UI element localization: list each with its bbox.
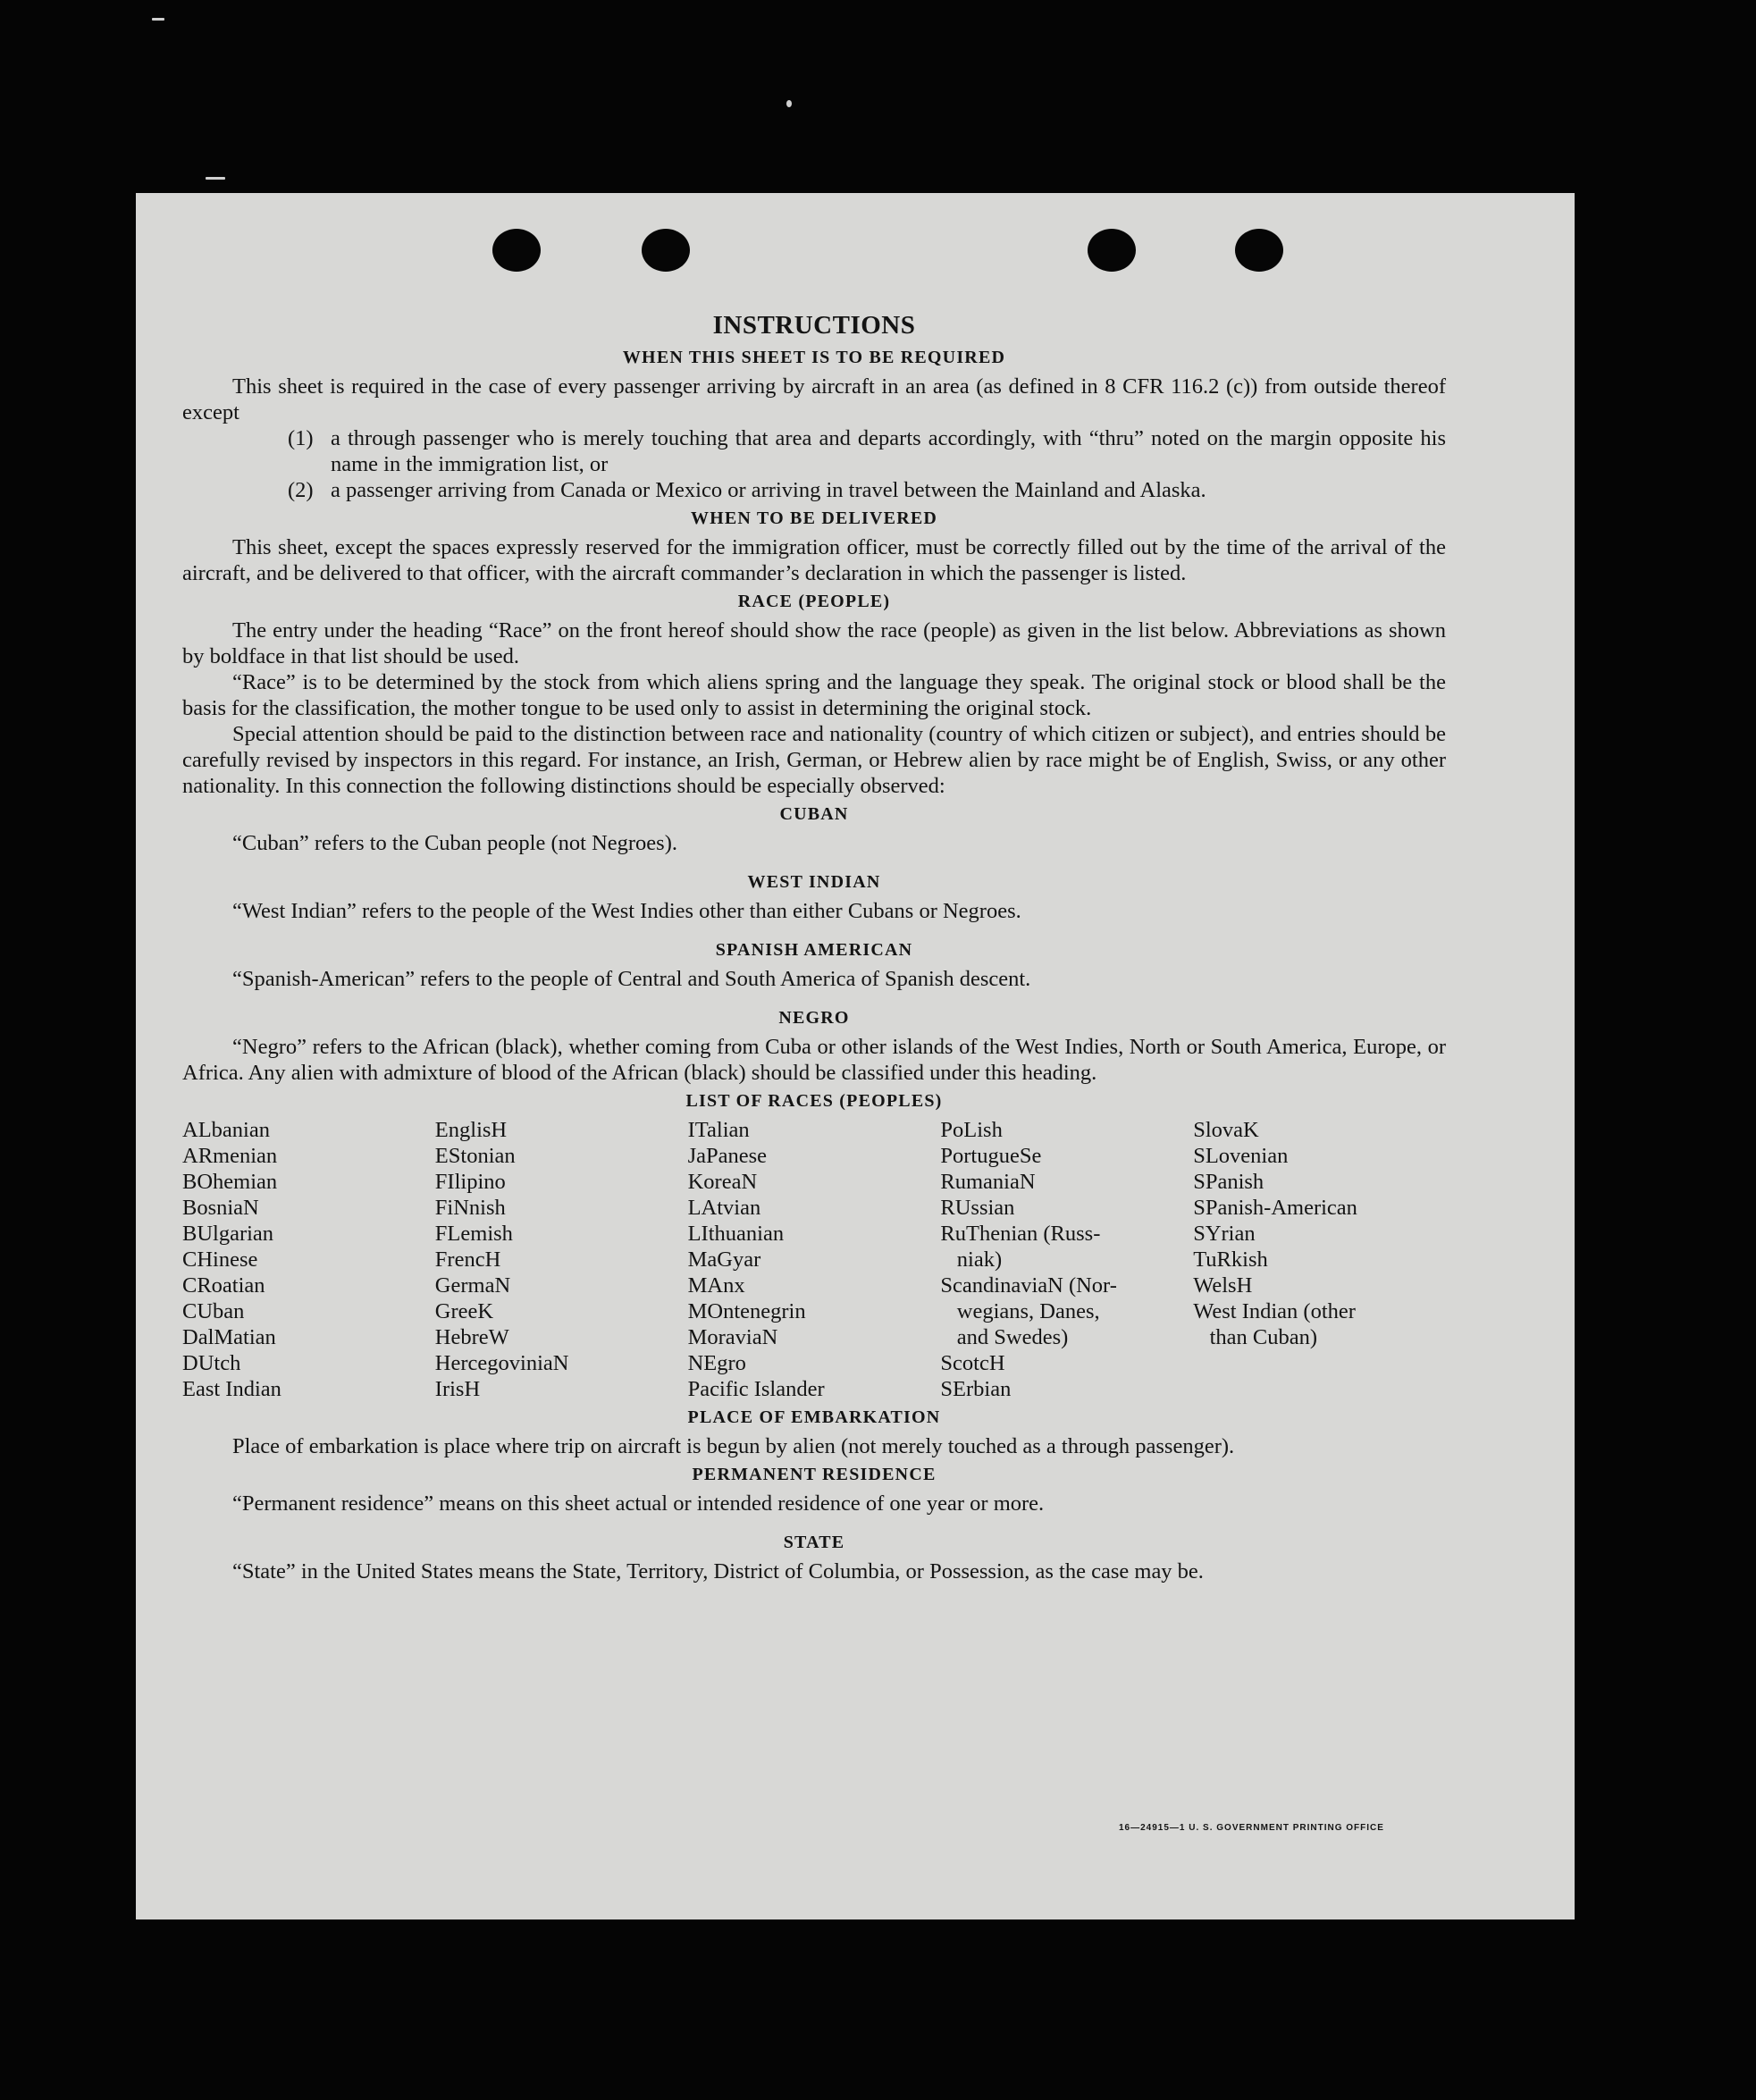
race-entry: MaGyar <box>687 1247 761 1272</box>
race-entry: HebreW <box>434 1325 509 1349</box>
race-entry: DalMatian <box>182 1325 276 1349</box>
race-entry: KoreaN <box>687 1170 758 1194</box>
race-entry: FIlipino <box>434 1170 506 1194</box>
exception-text: a through passenger who is merely touching that area and departs accordingly, with “thru” noted on the margin opposite his name in the immigration list, or <box>331 426 1446 476</box>
race-entry: LIthuanian <box>687 1222 785 1246</box>
instruction-sheet <box>136 193 1575 1919</box>
exception-item <box>288 425 1446 477</box>
section-heading-list-of-races: LIST OF RACES (PEOPLES) <box>685 1091 943 1111</box>
race-entry: ALbanian <box>182 1118 270 1142</box>
race-entry: RUssian <box>940 1196 1015 1220</box>
exception-list <box>182 425 1446 503</box>
race-entry: East Indian <box>182 1377 281 1401</box>
cuban-text: “Cuban” refers to the Cuban people (not Negroes). <box>232 831 677 855</box>
race-entry: NEgro <box>687 1351 746 1375</box>
race-paragraph-3: Special attention should be paid to the distinction between race and nationality (country of which citizen or subject), and entries should be carefully revised by inspectors in this regard. For instance, an Irish, German, or Hebrew alien by race might be of English, Swiss, or any other nationality. In this connection the following distinctions should be especially observed: <box>182 722 1446 798</box>
page-title: INSTRUCTIONS <box>712 311 916 340</box>
race-entry: ITalian <box>687 1118 750 1142</box>
race-entry: EnglisH <box>434 1118 508 1142</box>
punch-hole <box>1235 229 1283 272</box>
race-entry: TuRkish <box>1193 1247 1268 1272</box>
races-list <box>182 1117 1446 1402</box>
race-entry: JaPanese <box>687 1144 768 1168</box>
race-entry: MOntenegrin <box>687 1299 806 1323</box>
section-heading-delivered: WHEN TO BE DELIVERED <box>690 508 938 528</box>
races-column <box>940 1117 1193 1402</box>
residence-text: “Permanent residence” means on this sheet actual or intended residence of one year or more. <box>232 1491 1045 1516</box>
west-indian-text: “West Indian” refers to the people of the West Indies other than either Cubans or Negroes. <box>232 899 1021 923</box>
race-entry: DUtch <box>182 1351 241 1375</box>
section-heading-spanish-american: SPANISH AMERICAN <box>715 940 913 960</box>
race-entry: PoLish <box>940 1118 1003 1142</box>
section-heading-residence: PERMANENT RESIDENCE <box>692 1465 937 1484</box>
exception-item <box>288 477 1446 503</box>
punch-hole <box>492 229 541 272</box>
race-entry: ARmenian <box>182 1144 278 1168</box>
race-entry: WelsH <box>1193 1273 1253 1298</box>
punch-hole <box>1088 229 1136 272</box>
race-entry: and Swedes) <box>940 1325 1069 1349</box>
sheet-content <box>182 311 1446 1584</box>
race-entry: HercegoviniaN <box>434 1351 569 1375</box>
race-entry: BUlgarian <box>182 1222 274 1246</box>
race-entry: FiNnish <box>434 1196 506 1220</box>
exception-text: a passenger arriving from Canada or Mexico or arriving in travel between the Mainland and Alaska. <box>331 478 1206 502</box>
races-column <box>688 1117 941 1402</box>
required-intro: This sheet is required in the case of every passenger arriving by aircraft in an area (as defined in 8 CFR 116.2 (c)) from outside thereof except <box>182 374 1446 424</box>
race-paragraph-2: “Race” is to be determined by the stock from which aliens spring and the language they speak. The original stock or blood shall be the basis for the classification, the mother tongue to be used only to assist in determining the original stock. <box>182 670 1446 720</box>
race-paragraph-1: The entry under the heading “Race” on the front hereof should show the race (people) as given in the list below. Abbreviations as shown by boldface in that list should be used. <box>182 618 1446 668</box>
punch-hole <box>642 229 690 272</box>
race-entry: GermaN <box>434 1273 511 1298</box>
section-heading-west-indian: WEST INDIAN <box>747 872 881 892</box>
races-column <box>182 1117 435 1402</box>
scan-speck <box>152 18 164 21</box>
race-entry: PortugueSe <box>940 1144 1042 1168</box>
scan-speck <box>786 100 792 107</box>
exception-number: (2) <box>288 478 314 502</box>
race-entry: MoraviaN <box>687 1325 778 1349</box>
scan-speck <box>206 177 225 180</box>
races-column <box>1193 1117 1446 1402</box>
races-column <box>435 1117 688 1402</box>
race-entry: CRoatian <box>182 1273 265 1298</box>
race-entry: CUban <box>182 1299 245 1323</box>
race-entry: BOhemian <box>182 1170 278 1194</box>
exception-number: (1) <box>288 426 314 450</box>
race-entry: IrisH <box>434 1377 481 1401</box>
race-entry: West Indian (other <box>1193 1299 1356 1323</box>
race-entry: FrencH <box>434 1247 501 1272</box>
race-entry: wegians, Danes, <box>940 1299 1100 1323</box>
section-heading-embarkation: PLACE OF EMBARKATION <box>687 1407 941 1427</box>
state-text: “State” in the United States means the State, Territory, District of Columbia, or Possession, as the case may be. <box>232 1559 1204 1583</box>
race-entry: niak) <box>940 1247 1003 1272</box>
race-entry: CHinese <box>182 1247 258 1272</box>
section-heading-state: STATE <box>783 1533 845 1552</box>
race-entry: SPanish-American <box>1193 1196 1357 1220</box>
printer-imprint: 16—24915—1 U. S. GOVERNMENT PRINTING OFFICE <box>1119 1823 1384 1833</box>
race-entry: RuThenian (Russ- <box>940 1222 1101 1246</box>
negro-text: “Negro” refers to the African (black), whether coming from Cuba or other islands of the West Indies, North or South America, Europe, or Africa. Any alien with admixture of blood of the African (black) should be classified under this heading. <box>182 1035 1446 1085</box>
race-entry: ScandinaviaN (Nor- <box>940 1273 1117 1298</box>
race-entry: SErbian <box>940 1377 1012 1401</box>
section-heading-negro: NEGRO <box>778 1008 850 1028</box>
race-entry: MAnx <box>687 1273 745 1298</box>
section-heading-required: WHEN THIS SHEET IS TO BE REQUIRED <box>622 348 1006 367</box>
race-entry: GreeK <box>434 1299 494 1323</box>
race-entry: FLemish <box>434 1222 513 1246</box>
race-entry: LAtvian <box>687 1196 761 1220</box>
section-heading-race: RACE (PEOPLE) <box>737 592 891 611</box>
race-entry: than Cuban) <box>1193 1325 1317 1349</box>
race-entry: ScotcH <box>940 1351 1005 1375</box>
race-entry: EStonian <box>434 1144 516 1168</box>
delivered-text: This sheet, except the spaces expressly reserved for the immigration officer, must be correctly filled out by the time of the arrival of the aircraft, and be delivered to that officer, with the aircraft commander’s declaration in which the passenger is listed. <box>182 535 1446 585</box>
race-entry: Pacific Islander <box>687 1377 825 1401</box>
race-entry: SlovaK <box>1193 1118 1259 1142</box>
race-entry: SLovenian <box>1193 1144 1289 1168</box>
race-entry: RumaniaN <box>940 1170 1036 1194</box>
race-entry: SYrian <box>1193 1222 1256 1246</box>
embarkation-text: Place of embarkation is place where trip on aircraft is begun by alien (not merely touched as a through passenger). <box>232 1434 1235 1458</box>
section-heading-cuban: CUBAN <box>779 804 849 824</box>
race-entry: SPanish <box>1193 1170 1264 1194</box>
race-entry: BosniaN <box>182 1196 259 1220</box>
spanish-american-text: “Spanish-American” refers to the people of Central and South America of Spanish descent. <box>232 967 1031 991</box>
